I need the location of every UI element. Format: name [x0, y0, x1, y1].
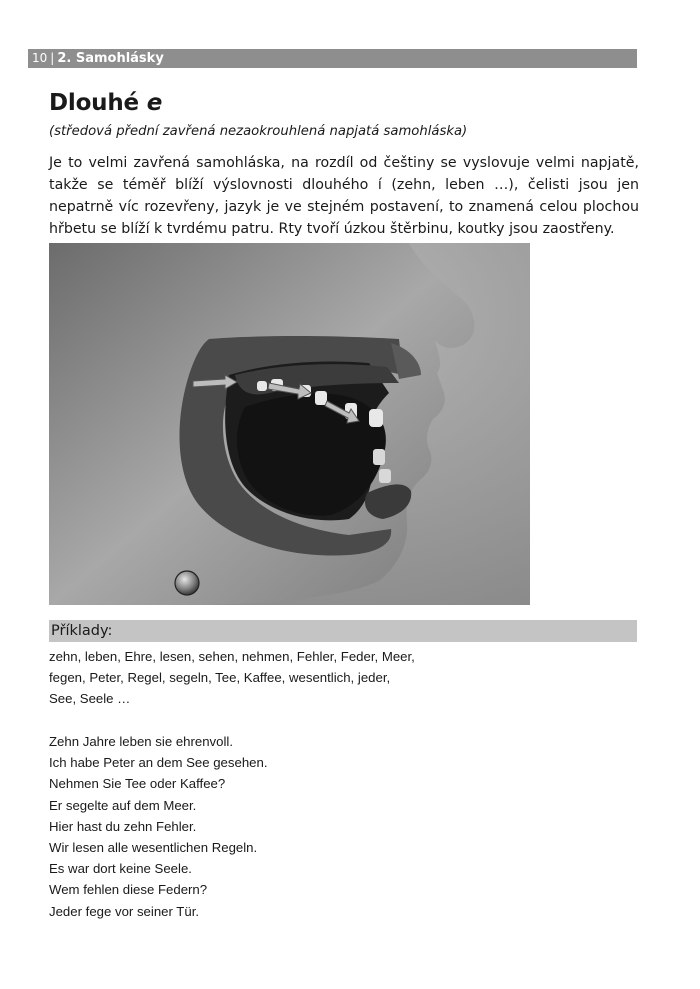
- sentence: Hier hast du zehn Fehler.: [49, 818, 197, 834]
- example-words: [49, 646, 609, 709]
- mouth-illustration: [49, 243, 530, 605]
- sentence: Er segelte auf dem Meer.: [49, 797, 197, 813]
- page-number: 10: [32, 51, 48, 65]
- sentence: Jeder fege vor seiner Tür.: [49, 903, 200, 919]
- word-line: fegen, Peter, Regel, segeln, Tee, Kaffee, wesentlich, jeder,: [49, 670, 391, 685]
- sentence: Es war dort keine Seele.: [49, 861, 192, 877]
- mouth-cross-section-graphic: [49, 243, 530, 605]
- example-sentences: [49, 731, 267, 922]
- sentence: Wir lesen alle wesentlichen Regeln.: [49, 840, 258, 856]
- word-line: zehn, leben, Ehre, lesen, sehen, nehmen, Fehler, Feder, Meer,: [49, 649, 415, 664]
- page-title: [49, 90, 162, 116]
- examples-heading: Příklady:: [49, 620, 637, 642]
- sentence: Zehn Jahre leben sie ehrenvoll.: [49, 734, 234, 749]
- title-text: Dlouhé: [49, 90, 139, 116]
- section-title: 2. Samohlásky: [57, 51, 164, 66]
- pronunciation-description: Je to velmi zavřená samohláska, na rozdíl od češtiny se vyslovuje velmi napjatě, takže se téměř blíží výslovnosti dlouhého í (zehn, leben …), čelisti jsou jen nepatrně víc rozevřeny, jazyk je ve stejném postavení, to znamená celou plochou hřbetu se blíží k tvrdému patru. Rty tvoří úzkou štěrbinu, koutky jsou zaostřeny.: [49, 155, 639, 237]
- audio-button-icon[interactable]: [175, 571, 199, 595]
- running-header: [28, 49, 637, 68]
- sentence: Nehmen Sie Tee oder Kaffee?: [49, 776, 226, 792]
- sentence: Ich habe Peter an dem See gesehen.: [49, 755, 268, 771]
- word-line: See, Seele …: [49, 691, 131, 706]
- sentence: Wem fehlen diese Federn?: [49, 882, 208, 898]
- title-letter: e: [146, 90, 163, 116]
- header-separator: |: [50, 51, 55, 65]
- vowel-classification: (středová přední zavřená nezaokrouhlená napjatá samohláska): [49, 124, 468, 139]
